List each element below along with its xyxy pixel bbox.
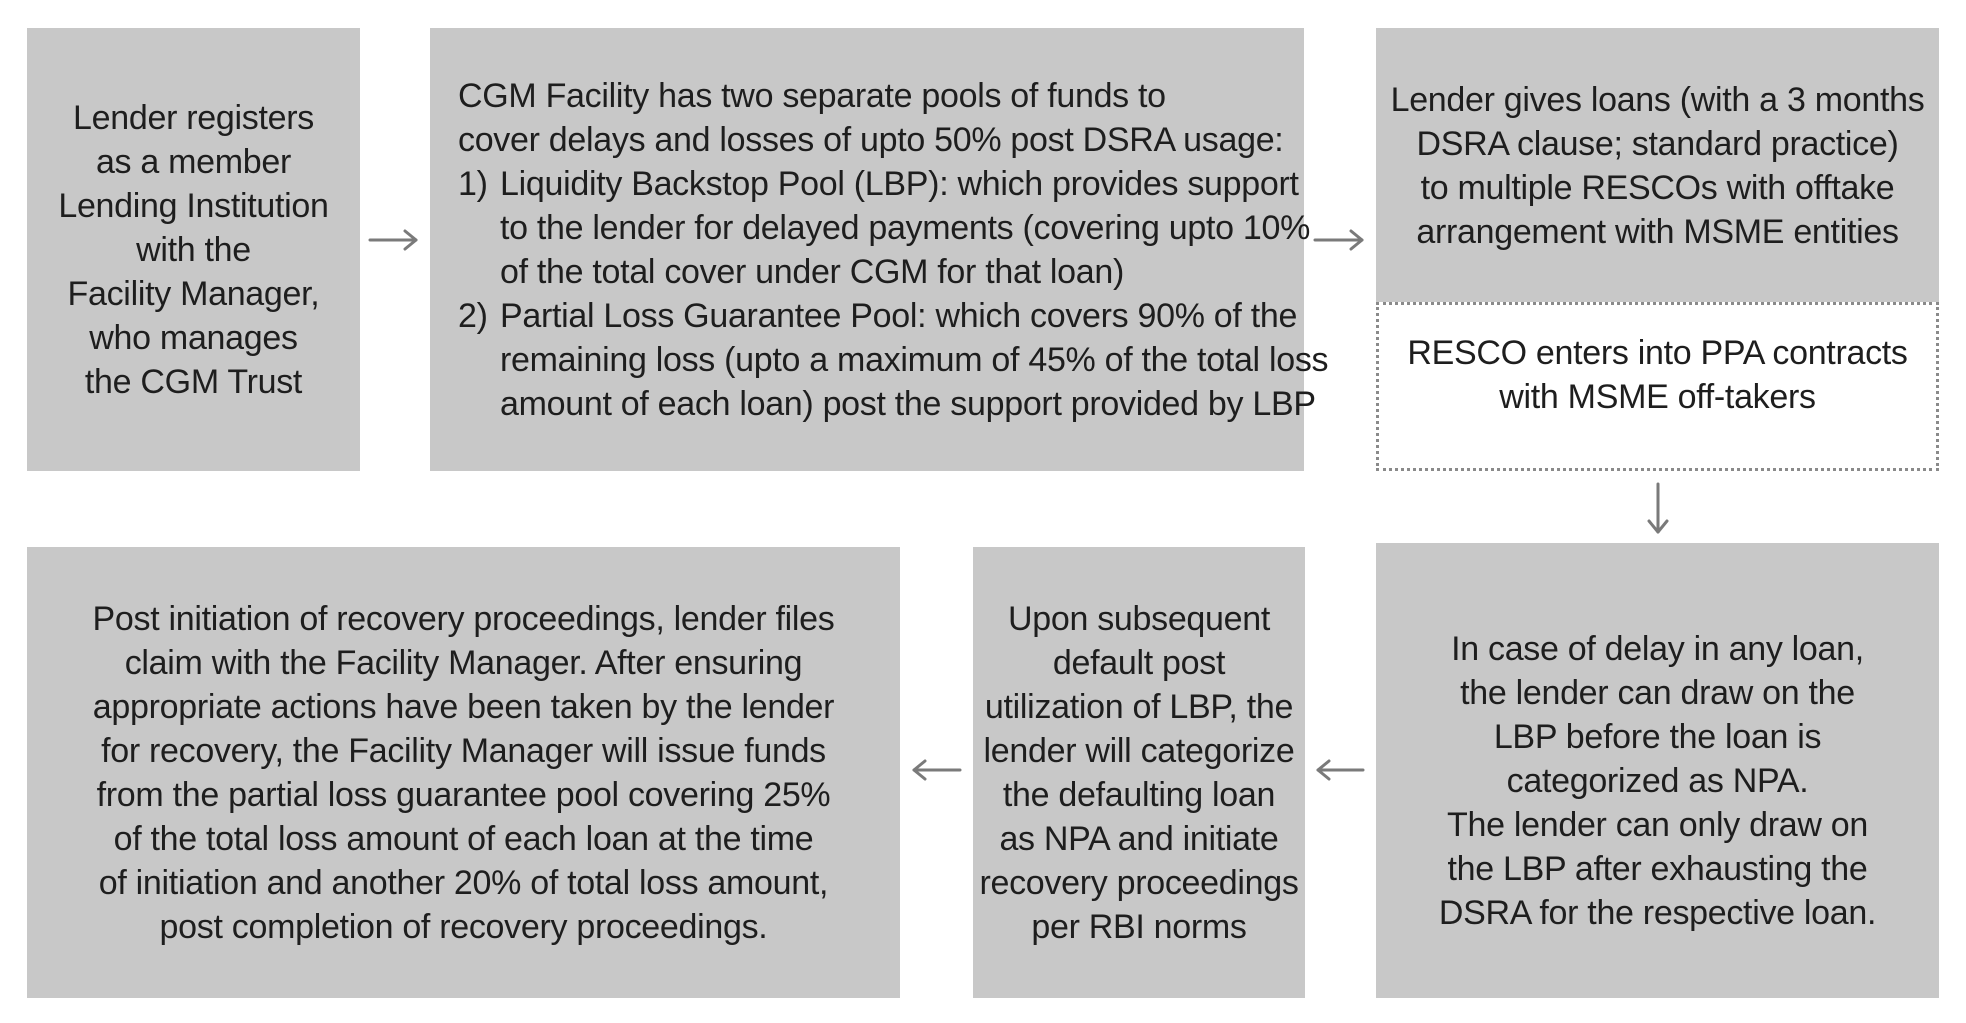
- list-number: 2): [458, 296, 488, 335]
- arrow-down-icon: [1649, 484, 1667, 532]
- text-line: with the: [136, 230, 251, 269]
- text-line: RESCO enters into PPA contracts: [1407, 334, 1908, 372]
- text-line: to multiple RESCOs with offtake: [1420, 169, 1895, 207]
- text-line: the CGM Trust: [84, 362, 303, 401]
- text-line: to the lender for delayed payments (covering upto 10%: [500, 208, 1311, 247]
- text-line: utilization of LBP, the: [984, 687, 1294, 726]
- text-line: of the total loss amount of each loan at the time: [113, 819, 814, 858]
- arrow-right-icon: [370, 231, 416, 249]
- arrow-left-icon: [914, 761, 960, 779]
- text-line: cover delays and losses of upto 50% post DSRA usage:: [458, 120, 1284, 159]
- text-line: CGM Facility has two separate pools of funds to: [458, 76, 1166, 115]
- text-line: default post: [1052, 643, 1226, 682]
- text-line: DSRA clause; standard practice): [1416, 125, 1899, 163]
- text-line: appropriate actions have been taken by the lender: [92, 687, 835, 726]
- text-line: with MSME off-takers: [1499, 378, 1816, 416]
- text-line: remaining loss (upto a maximum of 45% of the total loss: [500, 340, 1329, 379]
- text-line: The lender can only draw on: [1447, 805, 1868, 844]
- text-line: Post initiation of recovery proceedings, lender files: [92, 599, 835, 638]
- text-line: Lender registers: [73, 98, 314, 137]
- text-line: Upon subsequent: [1007, 599, 1271, 638]
- text-line: Lender gives loans (with a 3 months: [1390, 81, 1925, 119]
- text-line: claim with the Facility Manager. After ensuring: [124, 643, 803, 682]
- text-line: Partial Loss Guarantee Pool: which covers 90% of the: [500, 296, 1298, 335]
- text-line: as a member: [95, 142, 292, 181]
- text-line: who manages: [89, 318, 298, 357]
- text-line: categorized as NPA.: [1506, 761, 1809, 800]
- text-line: the lender can draw on the: [1460, 673, 1855, 712]
- text-line: of the total cover under CGM for that loan): [500, 252, 1124, 291]
- text-line: the defaulting loan: [1002, 775, 1276, 814]
- text-line: Liquidity Backstop Pool (LBP): which provides support: [500, 164, 1299, 203]
- list-number: 1): [458, 164, 488, 203]
- arrow-right-icon: [1315, 231, 1362, 249]
- text-line: In case of delay in any loan,: [1451, 629, 1864, 668]
- text-line: arrangement with MSME entities: [1416, 213, 1899, 251]
- text-line: amount of each loan) post the support provided by LBP: [500, 384, 1316, 423]
- text-line: LBP before the loan is: [1493, 717, 1822, 756]
- text-line: per RBI norms: [1031, 907, 1247, 946]
- text-line: lender will categorize: [983, 731, 1295, 770]
- text-line: for recovery, the Facility Manager will issue funds: [101, 731, 826, 770]
- text-line: DSRA for the respective loan.: [1438, 893, 1877, 932]
- text-line: as NPA and initiate: [999, 819, 1279, 858]
- text-line: of initiation and another 20% of total loss amount,: [98, 863, 829, 902]
- text-line: from the partial loss guarantee pool covering 25%: [96, 775, 831, 814]
- arrow-left-icon: [1318, 761, 1363, 779]
- text-line: Facility Manager,: [67, 274, 320, 313]
- text-line: Lending Institution: [58, 186, 329, 225]
- text-line: post completion of recovery proceedings.: [159, 907, 768, 946]
- text-line: the LBP after exhausting the: [1447, 849, 1868, 888]
- text-line: recovery proceedings: [979, 863, 1299, 902]
